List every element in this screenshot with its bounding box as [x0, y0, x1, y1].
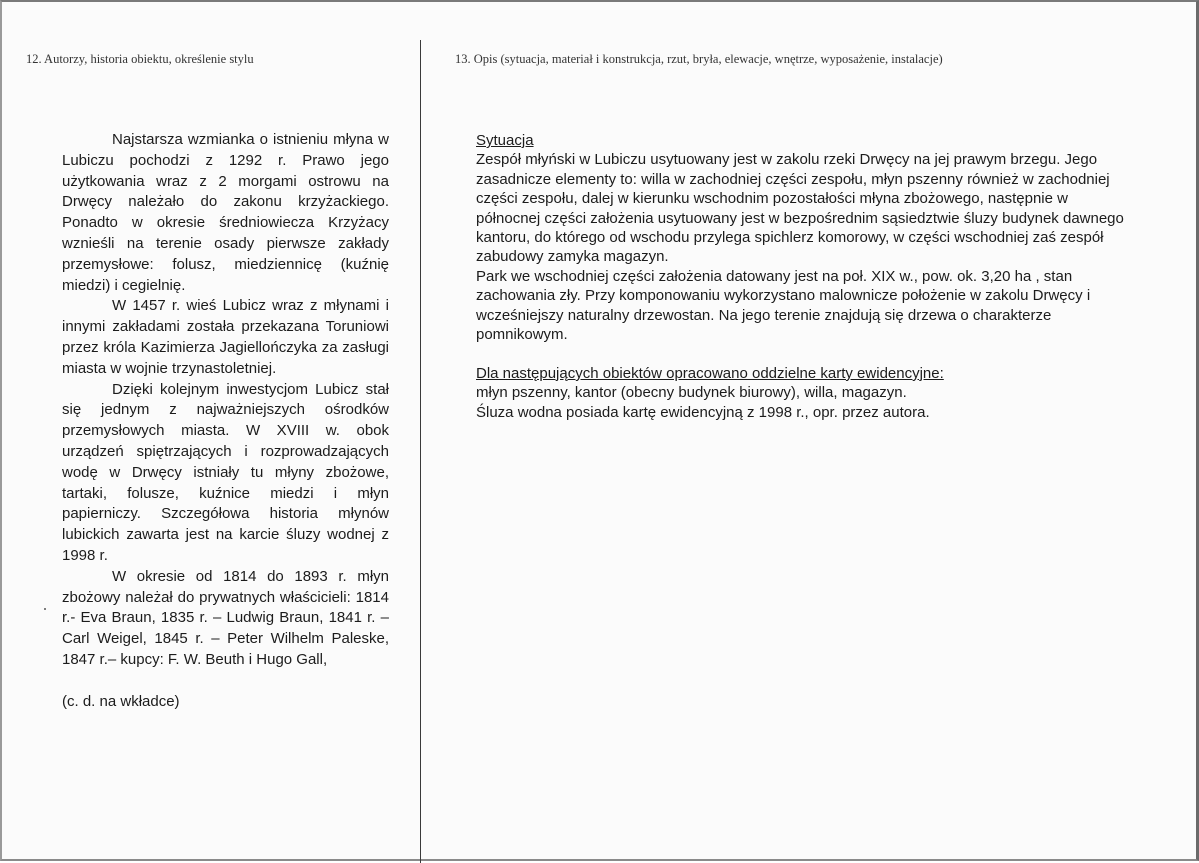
- cards-heading: Dla następujących obiektów opracowano oddzielne karty ewidencyjne:: [476, 364, 944, 382]
- sluice-note: Śluza wodna posiada kartę ewidencyjną z 1998 r., opr. przez autora.: [476, 403, 930, 421]
- history-section: [62, 130, 389, 712]
- cards-list: młyn pszenny, kantor (obecny budynek biurowy), willa, magazyn.: [476, 384, 907, 402]
- situation-heading: Sytuacja: [476, 132, 534, 149]
- paragraph-gap: [476, 344, 1133, 363]
- continued-note: (c. d. na wkładce): [62, 692, 180, 710]
- history-paragraph-4: W okresie od 1814 do 1893 r. młyn zbożowy należał do prywatnych właścicieli: 1814 r.- Eva Braun, 1835 r. – Ludwig Braun, 1841 r. – Carl Weigel, 1845 r. – Peter Wilhelm Paleske, 1847 r.– kupcy: F. W. Beuth i Hugo Gall,: [62, 567, 389, 668]
- history-paragraph-2: W 1457 r. wieś Lubicz wraz z młynami i innymi zakładami została przekazana Toruniowi przez króla Kazimierza Jagiellończyka za zasługi miasta w wojnie trzynastoletniej.: [62, 297, 389, 377]
- history-paragraph-1: Najstarsza wzmianka o istnieniu młyna w Lubiczu pochodzi z 1292 r. Prawo jego użytkowania wraz z 2 morgami ostrowu na Drwęcy należało do zakonu krzyżackiego. Ponadto w okresie średniowiecza Krzyżacy wznieśli na terenie osady pierwsze zakłady przemysłowe: folusz, miedziennicę (kuźnię miedzi) i cegielnię.: [62, 131, 389, 294]
- history-paragraph-3: Dzięki kolejnym inwestycjom Lubicz stał się jednym z najważniejszych ośrodków przemysłowych miasta. W XVIII w. obok urządzeń spiętrzających i rozprowadzających wodę w Drwęcy istniały tu młyny zbożowe, tartaki, folusze, kuźnice miedzi i młyn papierniczy. Szczegółowa historia młynów lubickich zawarta jest na karcie śluzy wodnej z 1998 r.: [62, 380, 389, 564]
- situation-text: Zespół młyński w Lubiczu usytuowany jest w zakolu rzeki Drwęcy na jej prawym brzegu. Jego zasadnicze elementy to: willa w zachodniej części zespołu, młyn pszenny również w zachodniej części zespołu, dalej w kierunku wschodnim pozostałości młyna zbożowego, następnie w północnej części założenia usytuowany jest w bezpośrednim sąsiedztwie śluzy budynek dawnego kantoru, do którego od wschodu przylega spichlerz komorowy, w części wschodniej zaś zespół zabudowy zamyka magazyn.: [476, 151, 1124, 266]
- scan-speck: [44, 608, 46, 610]
- description-section: [476, 131, 1133, 422]
- section-12-header: 12. Autorzy, historia obiektu, określenie stylu: [26, 52, 254, 66]
- park-text: Park we wschodniej części założenia datowany jest na poł. XIX w., pow. ok. 3,20 ha , stan zachowania zły. Przy komponowaniu wykorzystano malownicze położenie w zakolu Drwęcy i wcześniejszy naturalny drzewostan. Na jego terenie znajdują się drzewa o charakterze pomnikowym.: [476, 267, 1091, 344]
- column-divider: [420, 40, 421, 863]
- section-13-header: 13. Opis (sytuacja, materiał i konstrukcja, rzut, bryła, elewacje, wnętrze, wyposażenie, instalacje): [455, 52, 943, 66]
